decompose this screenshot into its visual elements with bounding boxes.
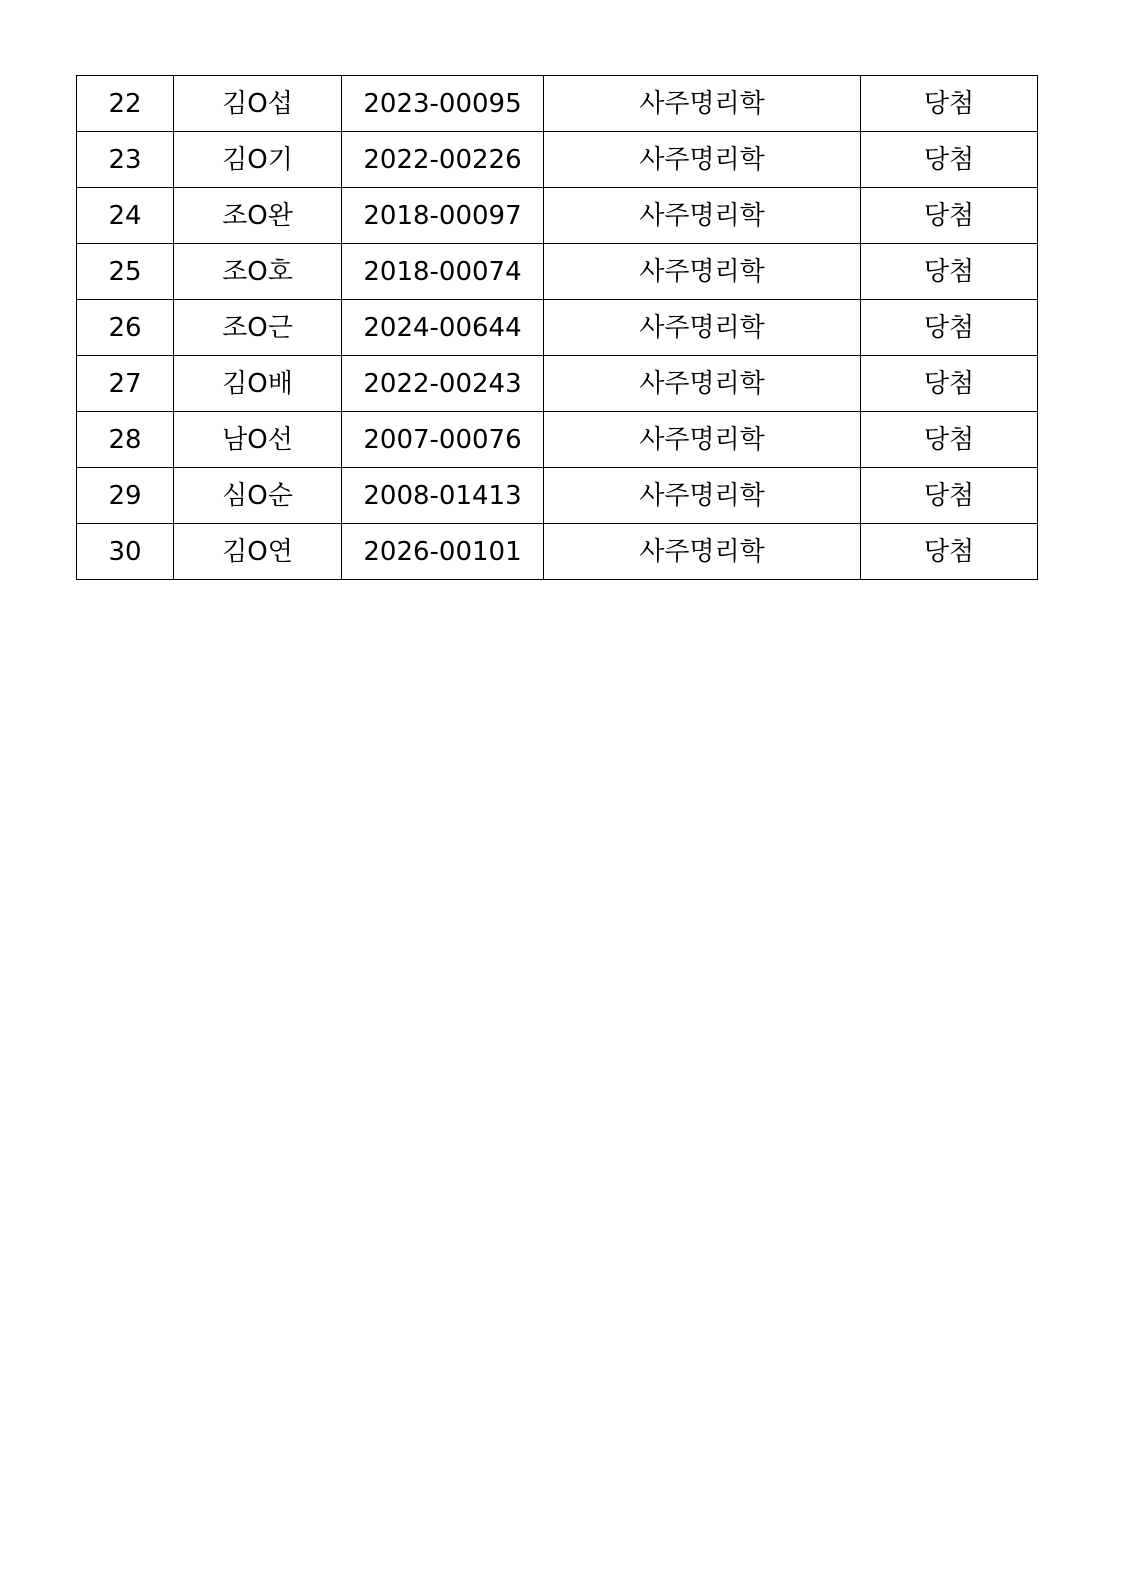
course-cell: 사주명리학 bbox=[544, 76, 861, 132]
table-row bbox=[77, 188, 1038, 244]
result-cell: 당첨 bbox=[861, 76, 1038, 132]
result-cell: 당첨 bbox=[861, 468, 1038, 524]
name-cell: 조O완 bbox=[174, 188, 342, 244]
row-number-cell: 30 bbox=[77, 524, 174, 580]
member-id-cell: 2018-00097 bbox=[342, 188, 544, 244]
name-cell: 김O기 bbox=[174, 132, 342, 188]
name-cell: 심O순 bbox=[174, 468, 342, 524]
row-number-cell: 27 bbox=[77, 356, 174, 412]
table-row bbox=[77, 412, 1038, 468]
row-number-cell: 24 bbox=[77, 188, 174, 244]
result-cell: 당첨 bbox=[861, 356, 1038, 412]
results-table bbox=[76, 75, 1038, 580]
member-id-cell: 2026-00101 bbox=[342, 524, 544, 580]
name-cell: 조O근 bbox=[174, 300, 342, 356]
name-cell: 김O연 bbox=[174, 524, 342, 580]
member-id-cell: 2007-00076 bbox=[342, 412, 544, 468]
course-cell: 사주명리학 bbox=[544, 524, 861, 580]
row-number-cell: 23 bbox=[77, 132, 174, 188]
table-row bbox=[77, 524, 1038, 580]
result-cell: 당첨 bbox=[861, 244, 1038, 300]
row-number-cell: 28 bbox=[77, 412, 174, 468]
table-row bbox=[77, 300, 1038, 356]
result-cell: 당첨 bbox=[861, 412, 1038, 468]
row-number-cell: 29 bbox=[77, 468, 174, 524]
row-number-cell: 25 bbox=[77, 244, 174, 300]
name-cell: 조O호 bbox=[174, 244, 342, 300]
table-row bbox=[77, 132, 1038, 188]
table-row bbox=[77, 468, 1038, 524]
name-cell: 김O섭 bbox=[174, 76, 342, 132]
table-row bbox=[77, 244, 1038, 300]
result-cell: 당첨 bbox=[861, 300, 1038, 356]
course-cell: 사주명리학 bbox=[544, 244, 861, 300]
course-cell: 사주명리학 bbox=[544, 132, 861, 188]
member-id-cell: 2022-00243 bbox=[342, 356, 544, 412]
member-id-cell: 2008-01413 bbox=[342, 468, 544, 524]
result-cell: 당첨 bbox=[861, 524, 1038, 580]
table-row bbox=[77, 76, 1038, 132]
member-id-cell: 2024-00644 bbox=[342, 300, 544, 356]
member-id-cell: 2023-00095 bbox=[342, 76, 544, 132]
row-number-cell: 22 bbox=[77, 76, 174, 132]
course-cell: 사주명리학 bbox=[544, 468, 861, 524]
result-cell: 당첨 bbox=[861, 132, 1038, 188]
member-id-cell: 2018-00074 bbox=[342, 244, 544, 300]
table-row bbox=[77, 356, 1038, 412]
row-number-cell: 26 bbox=[77, 300, 174, 356]
course-cell: 사주명리학 bbox=[544, 356, 861, 412]
results-table-body bbox=[77, 76, 1038, 580]
result-cell: 당첨 bbox=[861, 188, 1038, 244]
member-id-cell: 2022-00226 bbox=[342, 132, 544, 188]
name-cell: 김O배 bbox=[174, 356, 342, 412]
course-cell: 사주명리학 bbox=[544, 412, 861, 468]
course-cell: 사주명리학 bbox=[544, 300, 861, 356]
course-cell: 사주명리학 bbox=[544, 188, 861, 244]
name-cell: 남O선 bbox=[174, 412, 342, 468]
